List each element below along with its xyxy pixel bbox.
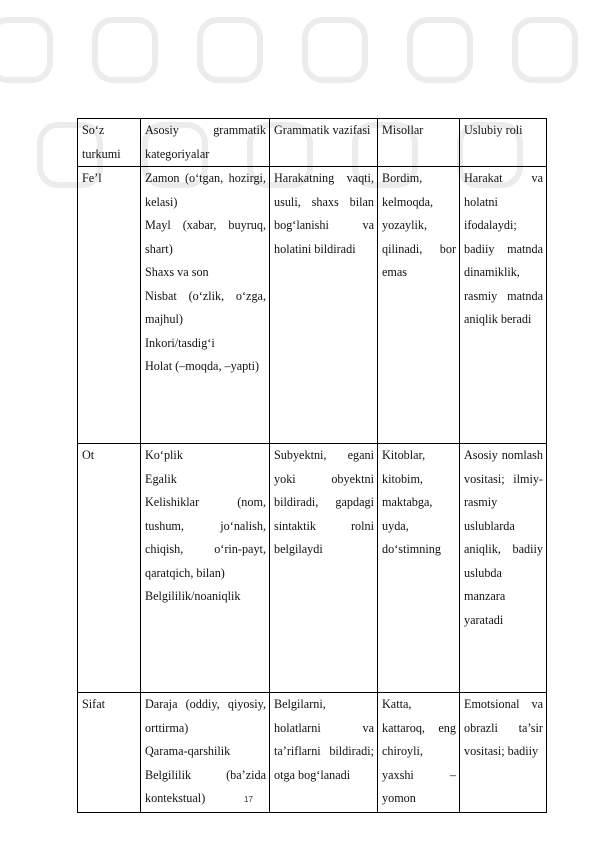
function-cell: Harakatning vaqti, usuli, shaxs bilan bog‘lanishi va holatini bildiradi <box>270 167 378 444</box>
style-cell: Emotsional va obrazli ta’sir vositasi; badiiy <box>460 693 547 813</box>
style-cell: Asosiy nomlash vositasi; ilmiy-rasmiy uslublarda aniqlik, badiiy uslubda manzara yaratadi <box>460 444 547 693</box>
header-cell: Asosiy grammatik kategoriyalar <box>141 119 270 167</box>
table-row <box>78 167 547 444</box>
category-item: Nisbat (o‘zlik, o‘zga, majhul) <box>145 288 266 326</box>
category-item: Belgililik/noaniqlik <box>145 589 241 603</box>
grammar-table <box>77 118 547 813</box>
table-row <box>78 693 547 813</box>
category-item: Ko‘plik <box>145 448 183 462</box>
pos-cell: Sifat <box>78 693 141 813</box>
category-item: Zamon (o‘tgan, hozirgi, kelasi) <box>145 171 266 209</box>
categories-cell <box>141 444 270 693</box>
examples-cell: Bordim, kelmoqda, yozaylik, qilinadi, bor emas <box>378 167 460 444</box>
category-item: Qarama-qarshilik <box>145 744 231 758</box>
page-number: 17 <box>244 795 253 804</box>
category-item: Holat (–moqda, –yapti) <box>145 359 260 373</box>
style-cell: Harakat va holatni ifodalaydi; badiiy matnda dinamiklik, rasmiy matnda aniqlik beradi <box>460 167 547 444</box>
category-item: Inkori/tasdig‘i <box>145 335 215 350</box>
header-cell: Uslubiy roli <box>460 119 547 167</box>
pos-cell: Ot <box>78 444 141 693</box>
header-cell: Misollar <box>378 119 460 167</box>
function-cell: Belgilarni, holatlarni va ta’riflarni bildiradi; otga bog‘lanadi <box>270 693 378 813</box>
category-item: Daraja (oddiy, qiyosiy, orttirma) <box>145 697 266 735</box>
category-item: Belgililik (ba’zida kontekstual) <box>145 767 266 805</box>
table-row <box>78 444 547 693</box>
examples-cell: Kitoblar, kitobim, maktabga, uyda, do‘stimning <box>378 444 460 693</box>
function-cell: Subyektni, egani yoki obyektni bildiradi, gapdagi sintaktik rolni belgilaydi <box>270 444 378 693</box>
categories-cell <box>141 167 270 444</box>
category-item: Shaxs va son <box>145 265 209 279</box>
header-cell: Grammatik vazifasi <box>270 119 378 167</box>
category-item: Egalik <box>145 471 177 486</box>
category-item: Mayl (xabar, buyruq, shart) <box>145 218 266 256</box>
pos-cell: Fe’l <box>78 167 141 444</box>
header-cell: So‘z turkumi <box>78 119 141 167</box>
examples-cell: Katta, kattaroq, eng chiroyli, yaxshi – yomon <box>378 693 460 813</box>
category-item: Kelishiklar (nom, tushum, jo‘nalish, chiqish, o‘rin-payt, qaratqich, bilan) <box>145 495 266 580</box>
table-header-row <box>78 119 547 167</box>
